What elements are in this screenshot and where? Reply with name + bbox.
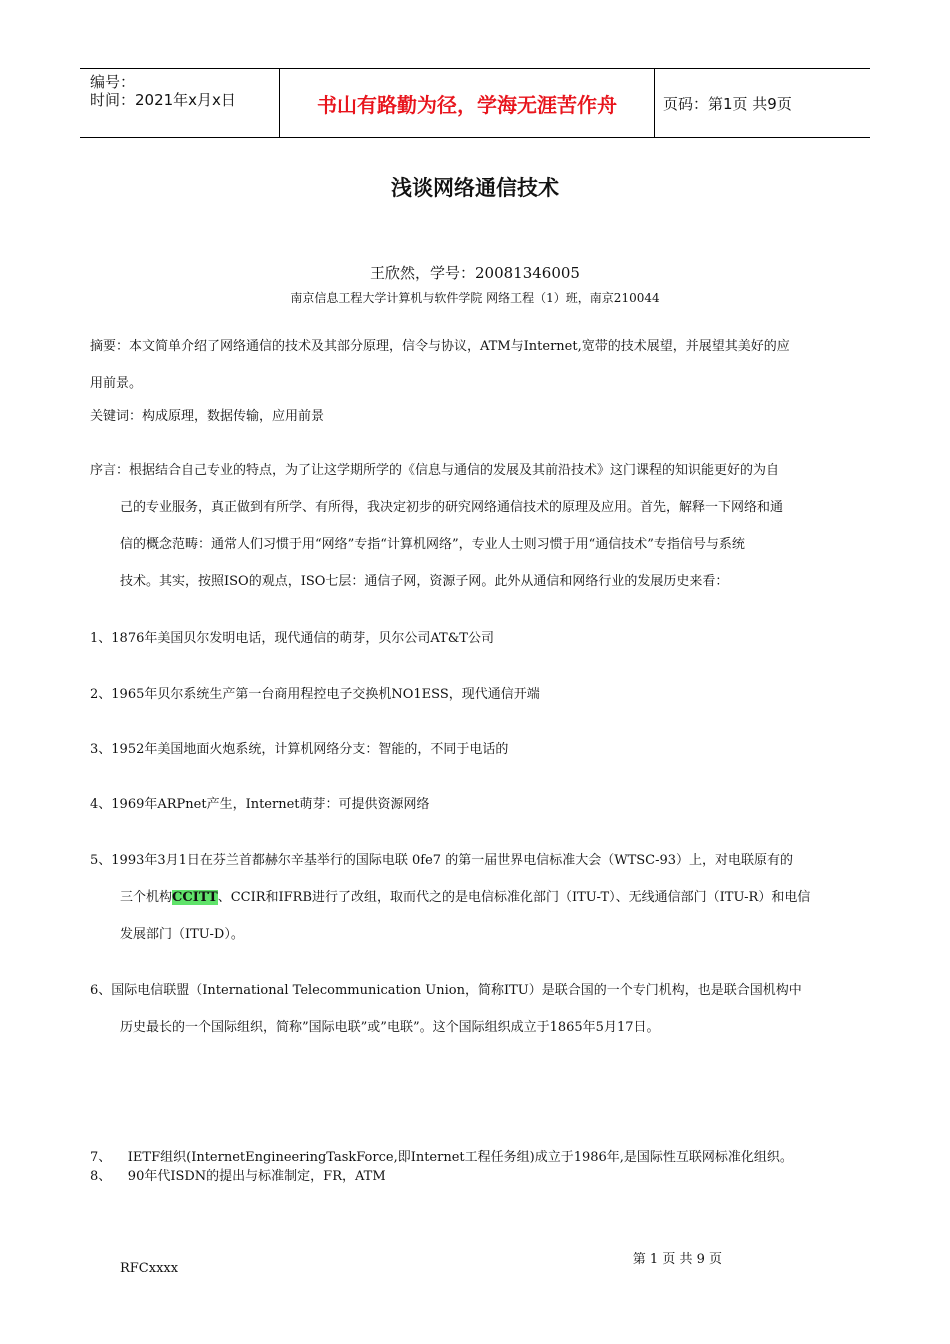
preface-line-1: 序言：根据结合自己专业的特点，为了让这学期所学的《信息与通信的发展及其前沿技术》这门课程的知识能更好的为自 — [90, 463, 780, 478]
number-label: 编号： — [90, 73, 136, 91]
page-footer: 第 1 页 共 9 页 — [632, 1252, 722, 1267]
document-title: 浅谈网络通信技术 — [391, 176, 559, 200]
preface-line-2: 己的专业服务，真正做到有所学、有所得，我决定初步的研究网络通信技术的原理及应用。首先，解释一下网络和通 — [120, 500, 784, 515]
motto: 书山有路勤为径，学海无涯苦作舟 — [280, 69, 655, 137]
list-item: 4、1969年ARPnet产生，Internet萌芽：可提供资源网络 — [90, 797, 430, 812]
item7-line-2: RFCxxxx — [120, 1261, 179, 1276]
list-item-6 — [90, 972, 865, 1046]
author-line: 王欣然，学号：20081346005 — [370, 264, 580, 282]
item5-line-2-prefix: 三个机构 — [120, 890, 173, 905]
header-left-cell — [80, 69, 280, 137]
item6-line-1: 6、国际电信联盟（International Telecommunication Union，简称ITU）是联合国的一个专门机构，也是联合国机构中 — [90, 983, 802, 998]
item5-line-2-suffix: 、CCIR和IFRB进行了改组，取而代之的是电信标准化部门（ITU-T）、无线通信部门（ITU-R）和电信 — [217, 890, 811, 905]
list-item-5 — [90, 842, 865, 953]
preface — [90, 452, 865, 600]
page-label: 页码：第1页 共9页 — [663, 94, 792, 113]
list-item: 1、1876年美国贝尔发明电话，现代通信的萌芽，贝尔公司AT&T公司 — [90, 631, 494, 646]
preface-line-3: 信的概念范畴：通常人们习惯于用“网络”专指“计算机网络”，专业人士则习惯于用“通信技术”专指信号与系统 — [120, 537, 745, 552]
page-header-table — [80, 68, 870, 138]
list-item: 3、1952年美国地面火炮系统，计算机网络分支：智能的，不同于电话的 — [90, 742, 509, 757]
time-label: 时间：2021年x月x日 — [90, 91, 236, 109]
abstract — [90, 328, 865, 402]
item7-line-1: 7、 IETF组织(InternetEngineeringTaskForce,即Internet工程任务组)成立于1986年,是国际性互联网标准化组织。 — [90, 1150, 793, 1165]
item6-line-2: 历史最长的一个国际组织，简称”国际电联”或”电联”。这个国际组织成立于1865年5月17日。 — [120, 1020, 660, 1035]
affiliation-line: 南京信息工程大学计算机与软件学院 网络工程（1）班，南京210044 — [290, 291, 660, 305]
item5-line-1: 5、1993年3月1日在芬兰首都赫尔辛基举行的国际电联 0fe7 的第一届世界电信标准大会（WTSC-93）上，对电联原有的 — [90, 853, 794, 868]
preface-line-4: 技术。其实，按照ISO的观点，ISO七层：通信子网，资源子网。此外从通信和网络行业的发展历史来看： — [120, 574, 729, 589]
item5-line-3: 发展部门（ITU-D）。 — [120, 927, 244, 942]
item5-line-2 — [90, 879, 865, 916]
abstract-line-2: 用前景。 — [90, 376, 143, 391]
list-item: 8、 90年代ISDN的提出与标准制定，FR，ATM — [90, 1169, 386, 1184]
list-item: 2、1965年贝尔系统生产第一台商用程控电子交换机NO1ESS，现代通信开端 — [90, 687, 540, 702]
keywords: 关键词：构成原理，数据传输，应用前景 — [90, 409, 325, 424]
abstract-line-1: 摘要：本文简单介绍了网络通信的技术及其部分原理，信令与协议，ATM与Internet,宽带的技术展望，并展望其美好的应 — [90, 339, 790, 354]
highlighted-term: CCITT — [172, 890, 218, 905]
